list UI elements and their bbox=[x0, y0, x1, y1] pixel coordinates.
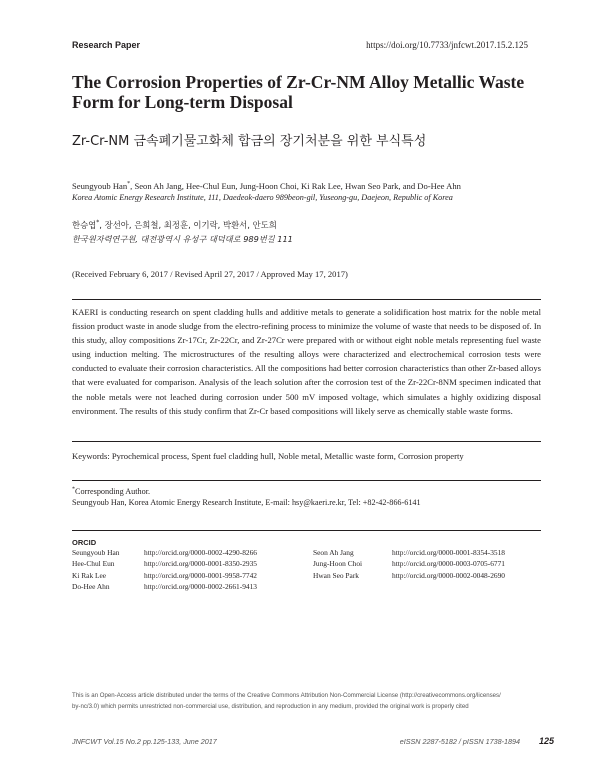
orcid-link[interactable]: http://orcid.org/0000-0002-4290-8266 bbox=[144, 548, 257, 557]
orcid-link[interactable]: http://orcid.org/0000-0002-2661-9413 bbox=[144, 581, 257, 591]
orcid-heading: ORCID bbox=[72, 538, 97, 547]
english-title-line-2: Form for Long-term Disposal bbox=[72, 92, 293, 112]
corresponding-divider bbox=[72, 480, 541, 481]
orcid-column-left bbox=[72, 548, 312, 593]
orcid-row bbox=[72, 582, 312, 593]
orcid-link[interactable]: http://orcid.org/0000-0001-8354-3518 bbox=[392, 548, 505, 557]
orcid-column-right bbox=[313, 548, 553, 582]
author-list-english bbox=[72, 180, 542, 192]
license-notice bbox=[72, 691, 542, 712]
affiliation-english: Korea Atomic Energy Research Institute, 111, Daedeok-daero 989beon-gil, Yuseong-gu, Daejeon, Republic of Korea bbox=[72, 193, 453, 202]
corresponding-footnote-mark: * bbox=[72, 486, 75, 493]
corresponding-author-text: Corresponding Author. bbox=[75, 487, 151, 496]
first-author-english: Seungyoub Han bbox=[72, 181, 128, 191]
orcid-row bbox=[72, 559, 312, 570]
orcid-author-name: Do-Hee Ahn bbox=[72, 581, 110, 591]
korean-title: Zr-Cr-NM 금속폐기물고화체 합금의 장기처분을 위한 부식특성 bbox=[72, 134, 427, 149]
author-list-korean bbox=[72, 219, 542, 231]
page-header bbox=[72, 40, 528, 54]
received-dates: (Received February 6, 2017 / Revised April 27, 2017 / Approved May 17, 2017) bbox=[72, 269, 348, 279]
page-footer bbox=[72, 737, 554, 749]
abstract-text: KAERI is conducting research on spent cladding hulls and additive metals to generate a solidification host matrix for the noble metal fission product waste in anode sludge from the electro-refining process to minimize the volume of waste that needs to be disposed of. In this study, alloy compositions Zr-17Cr, Zr-22Cr, and Zr-27Cr were prepared with or without eight noble metals representing fuel waste using induction melting. The microstructures of the resulting alloys were characterized and electrochemical corrosion tests were conducted to evaluate their corrosion characteristics. All the compositions had better corrosion characteristics than other Zr-based alloys that were evaluated for comparison. Analysis of the leach solution after the corrosion test of the Zr-22Cr-8NM specimen indicated that the noble metals were not leached during corrosion under 500 mV imposed voltage, which simulates a highly oxidizing disposal environment. The results of this study confirm that Zr-Cr based compositions will likely serve as chemically stable waste forms. bbox=[72, 307, 541, 416]
orcid-divider bbox=[72, 530, 541, 531]
paper-type-label: Research Paper bbox=[72, 40, 141, 50]
corresponding-author-detail: Seungyoub Han, Korea Atomic Energy Research Institute, E-mail: hsy@kaeri.re.kr, Tel: +82-42-866-6141 bbox=[72, 498, 421, 507]
affiliation-korean: 한국원자력연구원, 대전광역시 유성구 대덕대로 989번길 111 bbox=[72, 234, 293, 244]
orcid-row bbox=[72, 571, 312, 582]
orcid-link[interactable]: http://orcid.org/0000-0001-9958-7742 bbox=[144, 570, 257, 580]
orcid-link[interactable]: http://orcid.org/0000-0003-0705-6771 bbox=[392, 559, 505, 569]
license-line-1: This is an Open-Access article distributed under the terms of the Creative Commons Attribution Non-Commercial License (http://creativecommons.org/licenses/ bbox=[72, 692, 501, 699]
other-authors-english: , Seon Ah Jang, Hee-Chul Eun, Jung-Hoon Choi, Ki Rak Lee, Hwan Seo Park, and Do-Hee Ahn bbox=[130, 181, 461, 191]
issn-info: eISSN 2287-5182 / pISSN 1738-1894 bbox=[399, 737, 520, 746]
first-author-korean: 한승엽 bbox=[72, 220, 97, 230]
english-title-line-1: The Corrosion Properties of Zr-Cr-NM Alloy Metallic Waste bbox=[72, 72, 525, 92]
license-line-2: by-nc/3.0) which permits unrestricted non-commercial use, distribution, and reproduction in any medium, provided the original work is properly cited bbox=[72, 702, 469, 710]
corresponding-mark: * bbox=[127, 181, 131, 188]
orcid-author-name: Ki Rak Lee bbox=[72, 570, 107, 580]
orcid-link[interactable]: http://orcid.org/0000-0001-8350-2935 bbox=[144, 559, 257, 569]
orcid-row bbox=[313, 571, 553, 582]
corresponding-mark-korean: * bbox=[96, 219, 100, 227]
other-authors-korean: , 장선아, 은희철, 최정훈, 이기락, 박환서, 안도희 bbox=[99, 220, 277, 230]
orcid-author-name: Hee-Chul Eun bbox=[72, 559, 115, 569]
orcid-link[interactable]: http://orcid.org/0000-0002-0048-2690 bbox=[392, 570, 505, 580]
corresponding-author-label bbox=[72, 487, 150, 496]
journal-reference: JNFCWT Vol.15 No.2 pp.125-133, June 2017 bbox=[72, 737, 217, 746]
doi-link[interactable]: https://doi.org/10.7733/jnfcwt.2017.15.2.125 bbox=[366, 40, 528, 50]
english-title bbox=[72, 72, 542, 112]
abstract-section bbox=[72, 299, 541, 442]
keywords: Keywords: Pyrochemical process, Spent fuel cladding hull, Noble metal, Metallic waste form, Corrosion property bbox=[72, 451, 464, 461]
orcid-author-name: Seungyoub Han bbox=[72, 548, 120, 557]
orcid-author-name: Seon Ah Jang bbox=[313, 548, 354, 557]
orcid-author-name: Jung-Hoon Choi bbox=[313, 559, 363, 569]
orcid-row bbox=[72, 548, 312, 559]
orcid-row bbox=[313, 559, 553, 570]
orcid-author-name: Hwan Seo Park bbox=[313, 570, 359, 580]
orcid-row bbox=[313, 548, 553, 559]
page-number: 125 bbox=[538, 736, 554, 746]
